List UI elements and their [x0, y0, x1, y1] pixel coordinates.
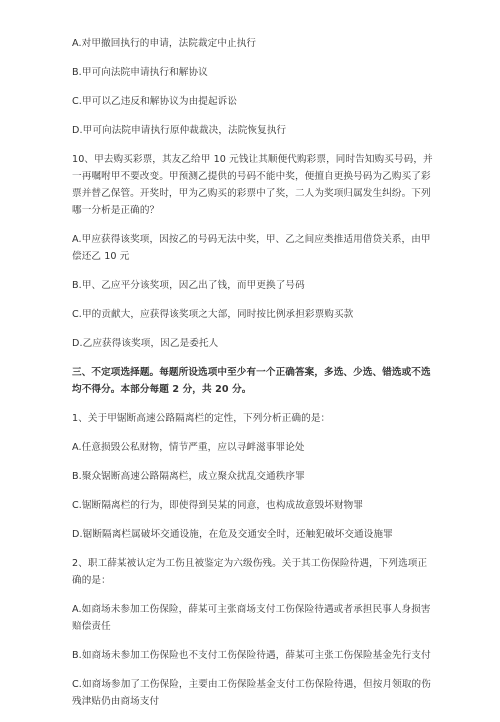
option-a-text: A.对甲撤回执行的申请，法院裁定中止执行: [72, 38, 257, 49]
s3q1-option-b: B.聚众锯断高速公路隔离栏，成立聚众扰乱交通秩序罪: [72, 471, 305, 482]
s3q2-option-a: A.如商场未参加工伤保险，薛某可主张商场支付工伤保险待遇或者承担民事人身损害赔偿责任: [72, 604, 431, 632]
s3q1-option-a: A.任意损毁公私财物，情节严重，应以寻衅滋事罪论处: [72, 442, 305, 453]
s3q2-option-c: C.如商场参加了工伤保险，主要由工伤保险基金支付工伤保险待遇，但按月领取的伤残津贴仍由商场支付: [72, 679, 431, 707]
section-three-heading: 三、不定项选择题。每题所设选项中至少有一个正确答案，多选、少选、错选或不选均不得分。本部分每题 2 分，共 20 分。: [72, 367, 431, 395]
document-page: [72, 35, 434, 722]
option-b-text: B.甲可向法院申请执行和解协议: [72, 67, 208, 78]
s3q1-option-c: C.锯断隔离栏的行为，即使得到吴某的同意，也构成故意毁坏财物罪: [72, 500, 364, 511]
question-10-text: 10、甲去购买彩票，其友乙给甲 10 元钱让其顺便代购彩票，同时告知购买号码，并一再嘱咐甲不要改变。甲预测乙提供的号码不能中奖，便擅自更换号码为乙购买了彩票并替乙保管。开奖时，甲为乙购买的彩票中了奖，二人为奖项归属发生纠纷。下列哪一分析是正确的？: [72, 154, 433, 216]
section3-question-1: 1、关于甲锯断高速公路隔离栏的定性，下列分析正确的是：: [72, 413, 331, 424]
q10-option-a: A.甲应获得该奖项，因按乙的号码无法中奖，甲、乙之间应类推适用借贷关系，由甲偿还乙 10 元: [72, 234, 431, 262]
s3q2-option-b: B.如商场未参加工伤保险也不支付工伤保险待遇，薛某可主张工伤保险基金先行支付: [72, 650, 431, 661]
q10-option-d: D.乙应获得该奖项，因乙是委托人: [72, 338, 219, 349]
option-c-text: C.甲可以乙违反和解协议为由提起诉讼: [72, 96, 238, 107]
section3-question-2: 2、职工薛某被认定为工伤且被鉴定为六级伤残。关于其工伤保险待遇，下列选项正确的是：: [72, 558, 428, 586]
q10-option-c: C.甲的贡献大，应获得该奖项之大部，同时按比例承担彩票购买款: [72, 309, 354, 320]
option-d-text: D.甲可向法院申请执行原仲裁裁决，法院恢复执行: [72, 125, 287, 136]
s3q1-option-d: D.锯断隔离栏属破坏交通设施，在危及交通安全时，还触犯破坏交通设施罪: [72, 529, 393, 540]
q10-option-b: B.甲、乙应平分该奖项，因乙出了钱，而甲更换了号码: [72, 280, 305, 291]
